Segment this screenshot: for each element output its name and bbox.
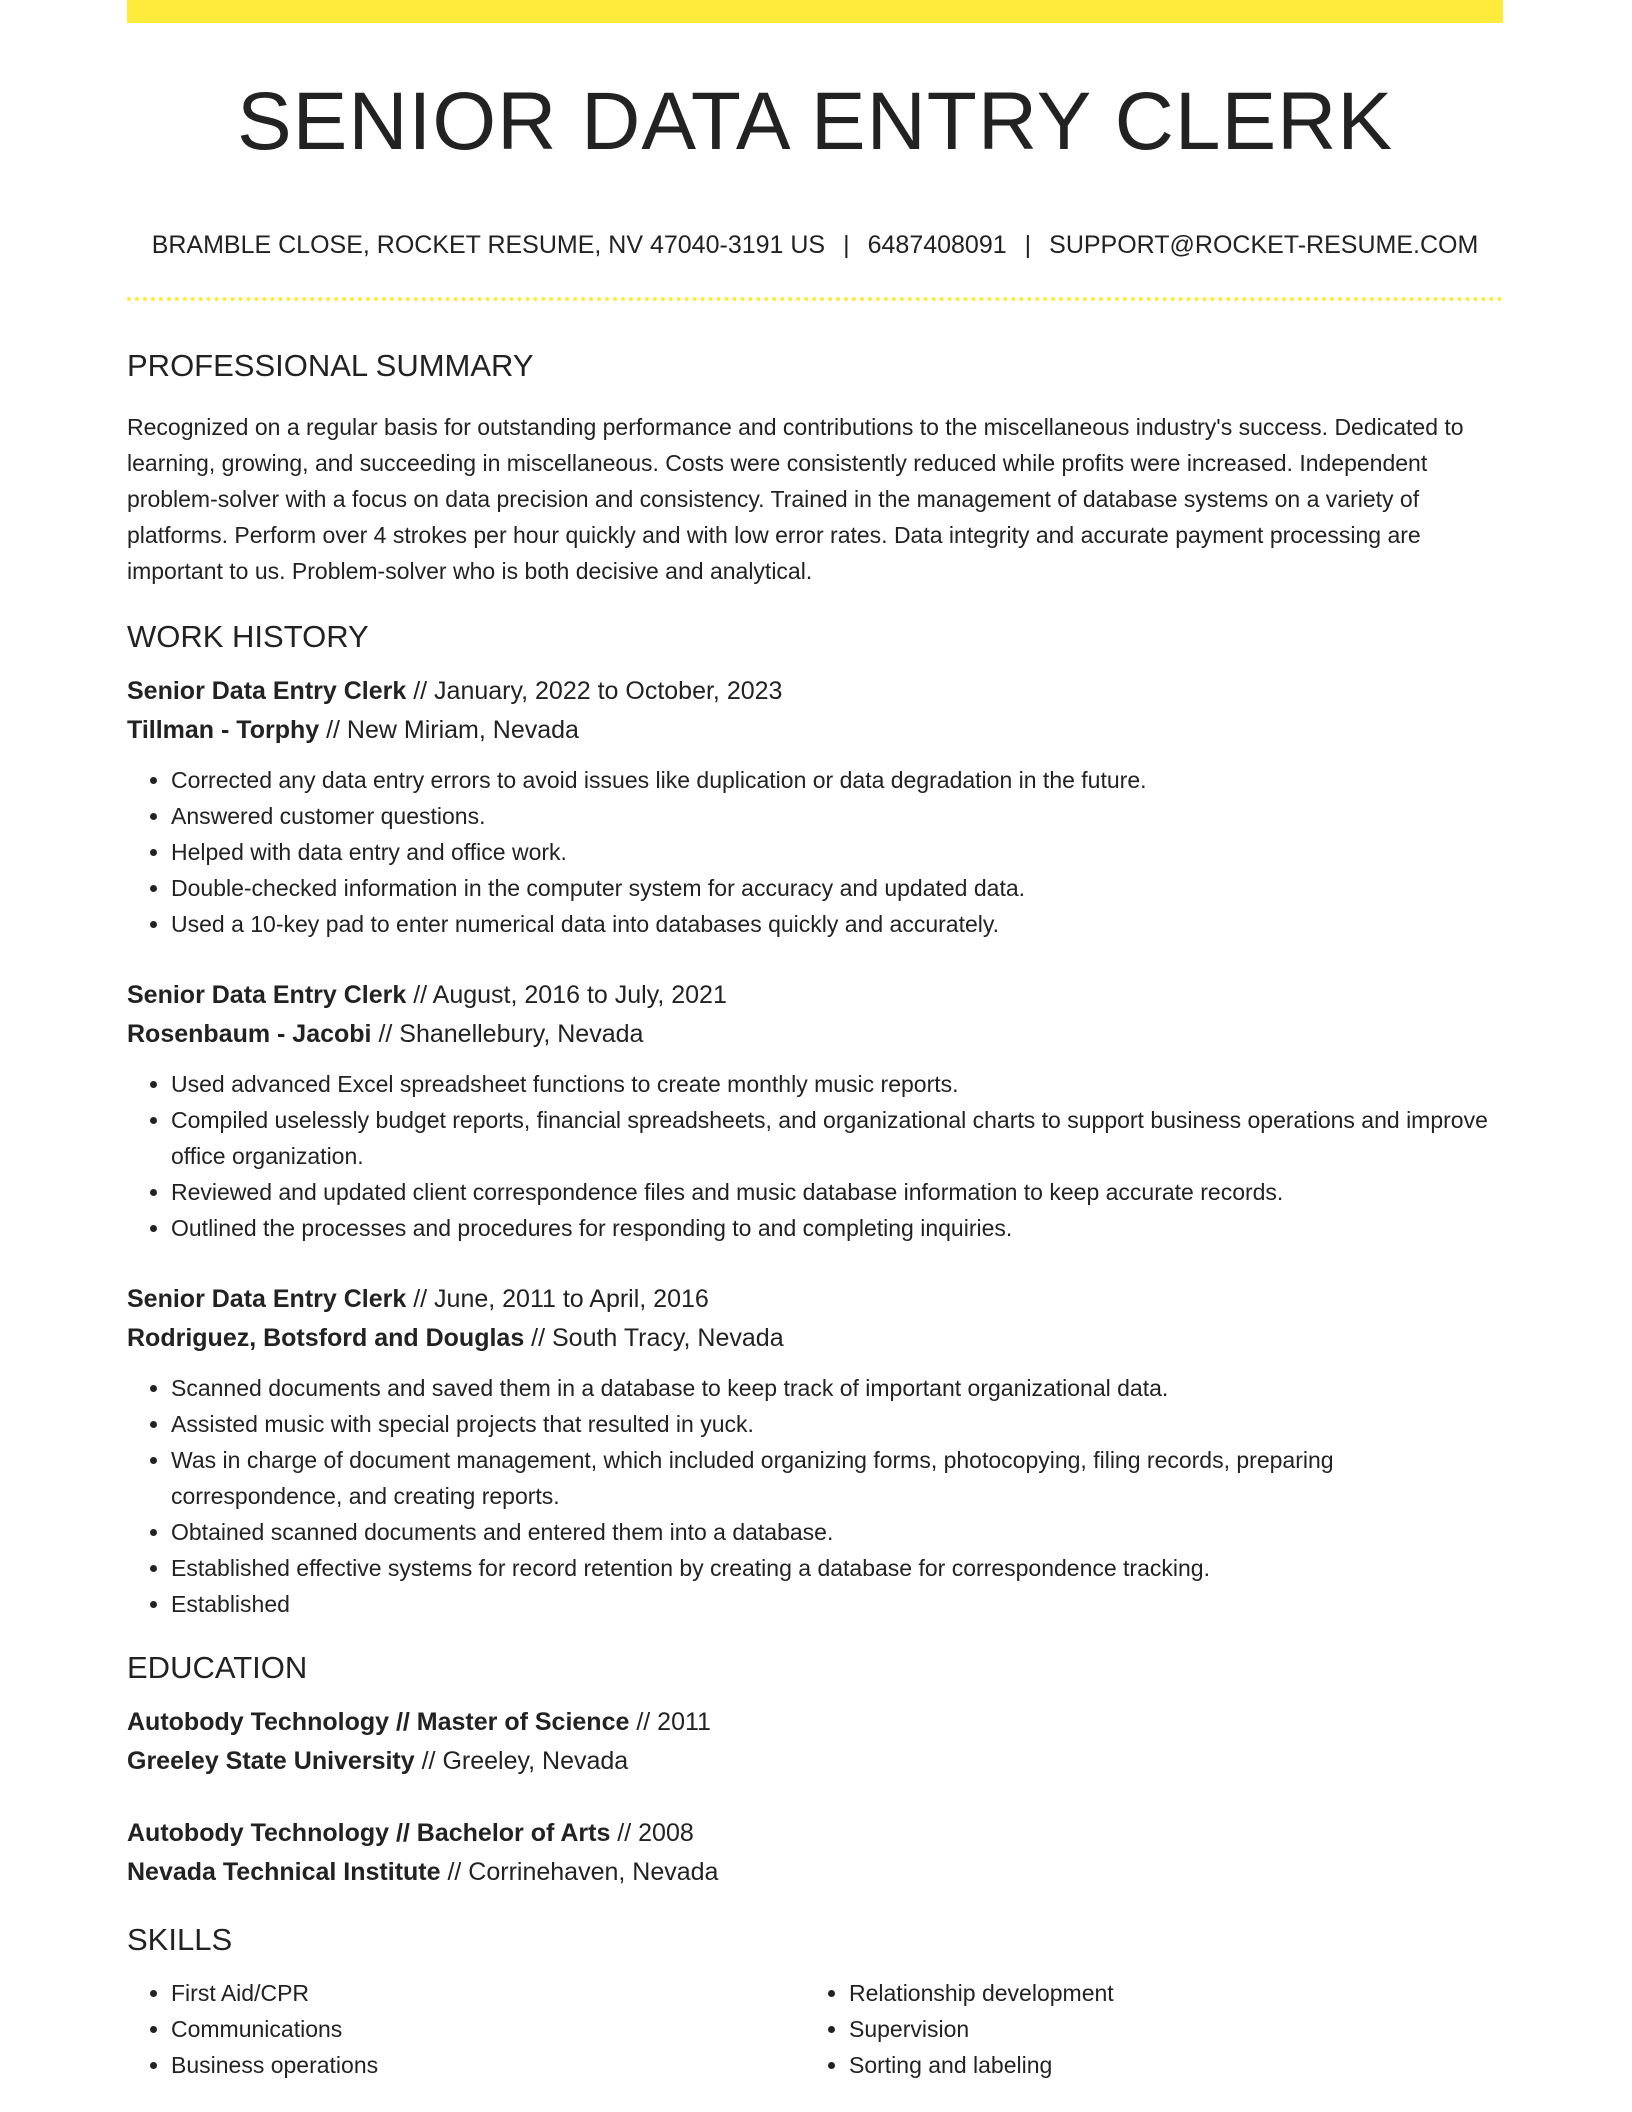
education-degree: Autobody Technology // Bachelor of Arts: [127, 1819, 611, 1847]
contact-separator: |: [1024, 231, 1032, 259]
job-bullet: • Obtained scanned documents and entered them into a database.: [171, 1514, 1503, 1550]
skill-item: • Relationship development: [849, 1975, 1483, 2011]
job-bullet: • Double-checked information in the computer system for accuracy and updated data.: [171, 870, 1503, 906]
education-school-line: [127, 1853, 1503, 1892]
job-dates: // January, 2022 to October, 2023: [406, 677, 783, 705]
job-entry: [127, 1280, 1503, 1622]
job-company: Rosenbaum - Jacobi: [127, 1020, 372, 1048]
job-title-line: [127, 976, 1503, 1015]
education-entry: [127, 1703, 1503, 1781]
education-school: Nevada Technical Institute: [127, 1858, 441, 1886]
job-bullet: • Used a 10-key pad to enter numerical data into databases quickly and accurately.: [171, 906, 1503, 942]
job-dates: // August, 2016 to July, 2021: [406, 981, 727, 1009]
skill-item: • Supervision: [849, 2011, 1483, 2047]
job-title: Senior Data Entry Clerk: [127, 1285, 407, 1313]
section-heading-summary: PROFESSIONAL SUMMARY: [127, 348, 534, 383]
resume-page: [127, 0, 1503, 2083]
job-bullets: [127, 1370, 1503, 1622]
education-degree-line: [127, 1814, 1503, 1853]
summary-paragraph: Recognized on a regular basis for outstanding performance and contributions to the miscellaneous industry's success. Dedicated to learning, growing, and succeeding in miscellaneous. Costs were consistently reduced while profits were increased. Independent problem-solver with a focus on data precision and consistency. Trained in the management of database systems on a variety of platforms. Perform over 4 strokes per hour quickly and with low error rates. Data integrity and accurate payment processing are important to us. Problem-solver who is both decisive and analytical.: [127, 414, 1464, 584]
job-entry: [127, 672, 1503, 942]
education-entry: [127, 1814, 1503, 1892]
education-location: // Greeley, Nevada: [414, 1747, 629, 1775]
education-school-line: [127, 1742, 1503, 1781]
contact-separator: |: [843, 231, 850, 259]
job-company-line: [127, 1319, 1503, 1358]
job-bullet: • Corrected any data entry errors to avoid issues like duplication or data degradation in the future.: [171, 762, 1503, 798]
job-location: // South Tracy, Nevada: [524, 1324, 784, 1352]
job-bullet: • Answered customer questions.: [171, 798, 1503, 834]
job-entry: [127, 976, 1503, 1246]
section-heading-skills: SKILLS: [127, 1922, 233, 1957]
job-bullets: [127, 1066, 1503, 1246]
job-company-line: [127, 711, 1503, 750]
contact-line: [127, 233, 1503, 258]
job-bullet: • Scanned documents and saved them in a database to keep track of important organizational data.: [171, 1370, 1503, 1406]
resume-title: SENIOR DATA ENTRY CLERK: [236, 76, 1394, 167]
header-divider: [127, 297, 1503, 301]
job-bullet: • Used advanced Excel spreadsheet functions to create monthly music reports.: [171, 1066, 1503, 1102]
job-title-line: [127, 1280, 1503, 1319]
skills-column-left: [127, 1975, 805, 2083]
job-bullet: • Outlined the processes and procedures for responding to and completing inquiries.: [171, 1210, 1503, 1246]
contact-address: BRAMBLE CLOSE, ROCKET RESUME, NV 47040-3191 US: [151, 231, 826, 259]
job-company-line: [127, 1015, 1503, 1054]
job-company: Tillman - Torphy: [127, 716, 320, 744]
job-title: Senior Data Entry Clerk: [127, 677, 407, 705]
job-bullet: • Compiled uselessly budget reports, financial spreadsheets, and organizational charts to support business operations and improve office organization.: [171, 1102, 1503, 1174]
section-heading-work-history: WORK HISTORY: [127, 619, 369, 654]
job-bullet: • Established: [171, 1586, 1503, 1622]
education-location: // Corrinehaven, Nevada: [440, 1858, 719, 1886]
skill-item: • First Aid/CPR: [171, 1975, 805, 2011]
job-bullet: • Reviewed and updated client correspondence files and music database information to keep accurate records.: [171, 1174, 1503, 1210]
accent-top-bar: [127, 0, 1503, 23]
job-bullet: • Was in charge of document management, which included organizing forms, photocopying, filing records, preparing correspondence, and creating reports.: [171, 1442, 1503, 1514]
skills-column-right: [805, 1975, 1483, 2083]
skills-grid: [127, 1975, 1503, 2083]
job-bullet: • Helped with data entry and office work.: [171, 834, 1503, 870]
section-heading-education: EDUCATION: [127, 1650, 308, 1685]
skill-item: • Business operations: [171, 2047, 805, 2083]
education-degree-line: [127, 1703, 1503, 1742]
job-bullets: [127, 762, 1503, 942]
job-title-line: [127, 672, 1503, 711]
job-dates: // June, 2011 to April, 2016: [406, 1285, 709, 1313]
skill-item: • Communications: [171, 2011, 805, 2047]
skill-item: • Sorting and labeling: [849, 2047, 1483, 2083]
job-title: Senior Data Entry Clerk: [127, 981, 407, 1009]
contact-phone: 6487408091: [867, 231, 1007, 259]
job-location: // New Miriam, Nevada: [319, 716, 579, 744]
job-bullet: • Established effective systems for record retention by creating a database for correspondence tracking.: [171, 1550, 1503, 1586]
job-location: // Shanellebury, Nevada: [371, 1020, 644, 1048]
contact-email[interactable]: SUPPORT@ROCKET-RESUME.COM: [1049, 231, 1479, 259]
education-school: Greeley State University: [127, 1747, 415, 1775]
job-bullet: • Assisted music with special projects that resulted in yuck.: [171, 1406, 1503, 1442]
education-year: // 2008: [610, 1819, 694, 1847]
job-company: Rodriguez, Botsford and Douglas: [127, 1324, 525, 1352]
education-year: // 2011: [629, 1708, 711, 1736]
education-degree: Autobody Technology // Master of Science: [127, 1708, 630, 1736]
